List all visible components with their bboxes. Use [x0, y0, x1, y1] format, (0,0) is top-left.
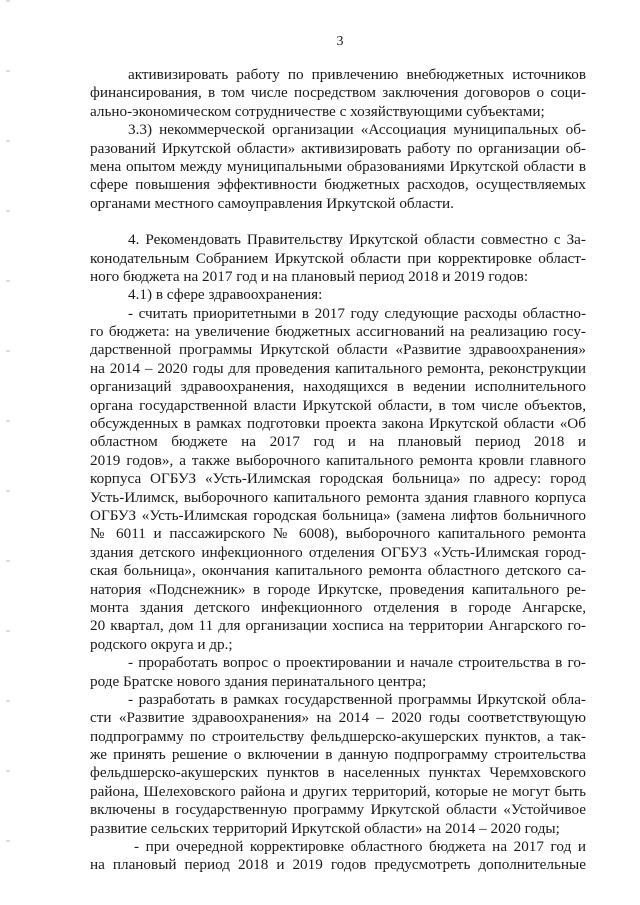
text-line: го бюджета: на увеличение бюджетных ассигнований на реализацию госу-	[90, 323, 586, 341]
text-line: натория «Подснежник» в городе Иркутске, проведения капитального ре-	[90, 580, 586, 598]
paragraph	[90, 66, 586, 121]
text-line: 20 квартал, дом 11 для организации хосписа на территории Ангарского го-	[90, 617, 586, 635]
paragraph	[90, 121, 586, 213]
text-line: мена опытом между муниципальными образованиями Иркутской области в	[90, 157, 586, 175]
paragraph	[90, 286, 586, 304]
text-line: района, Шелеховского района и других территорий, которые не могут быть	[90, 782, 586, 800]
text-line: развитие сельских территорий Иркутской области» на 2014 – 2020 годы;	[90, 819, 560, 837]
text-line: на 2014 – 2020 годы для проведения капитального ремонта, реконструкции	[90, 359, 586, 377]
paragraph	[90, 654, 586, 691]
text-line: ного бюджета на 2017 год и на плановый период 2018 и 2019 годов:	[90, 267, 529, 285]
paragraph	[90, 231, 586, 286]
text-line: же принять решение о включении в данную подпрограмму строительства	[90, 746, 586, 764]
text-line: ОГБУЗ «Усть-Илимская городская больница» (замена лифтов больничного	[90, 506, 586, 524]
text-line: - при очередной корректировке областного бюджета на 2017 год и	[134, 838, 586, 856]
text-line: № 6011 и пассажирского № 6008), выборочного капитального ремонта	[90, 525, 586, 543]
text-line: Усть-Илимск, выборочного капитального ремонта здания главного корпуса	[90, 488, 586, 506]
text-line: подпрограмму по строительству фельдшерско-акушерских пунктов, а так-	[90, 727, 586, 745]
text-line: организаций здравоохранения, находящихся в ведении исполнительного	[90, 378, 586, 396]
text-line: ально-экономическом сотрудничестве с хозяйствующими субъектами;	[90, 102, 545, 120]
text-line: активизировать работу по привлечению внебюджетных источников	[128, 66, 586, 83]
text-line: - считать приоритетными в 2017 году следующие расходы областно-	[128, 304, 586, 322]
text-line: - разработать в рамках государственной программы Иркутской обла-	[128, 690, 586, 708]
text-line: органами местного самоуправления Иркутской области.	[90, 194, 454, 212]
text-line: родского округа и др.;	[90, 635, 233, 653]
text-line: областном бюджете на 2017 год и на плановый период 2018 и	[90, 433, 586, 451]
text-line: на плановый период 2018 и 2019 годов предусмотреть дополнительные	[90, 856, 586, 874]
paragraph	[90, 691, 586, 838]
paragraph	[90, 305, 586, 654]
text-line: включены в государственную программу Иркутской области «Устойчивое	[90, 801, 586, 819]
document-body	[90, 66, 586, 875]
text-line: разований Иркутской области» активизировать работу по организации об-	[90, 139, 586, 157]
text-line: монта здания детского инфекционного отделения в городе Ангарске,	[90, 598, 586, 616]
text-line: обсужденных в рамках подготовки проекта закона Иркутской области «Об	[90, 415, 586, 433]
paragraph	[90, 838, 586, 875]
text-line: 4. Рекомендовать Правительству Иркутской области совместно с За-	[128, 231, 586, 249]
text-line: корпуса ОГБУЗ «Усть-Илимская городская больница» по адресу: город	[90, 470, 586, 488]
text-line: конодательным Собранием Иркутской области при корректировке област-	[90, 249, 586, 267]
text-line: фельдшерско-акушерских пунктов в населенных пунктах Черемховского	[90, 764, 586, 782]
text-line: 3.3) некоммерческой организации «Ассоциация муниципальных об-	[128, 121, 586, 139]
text-line: сти «Развитие здравоохранения» на 2014 – 2020 годы соответствующую	[90, 709, 586, 727]
text-line: - проработать вопрос о проектировании и начале строительства в го-	[128, 654, 586, 672]
text-line: 2019 годов», а также выборочного капитального ремонта кровли главного	[90, 451, 586, 469]
scan-margin-marks	[6, 0, 10, 905]
text-line: сфере повышения эффективности бюджетных расходов, осуществляемых	[90, 176, 586, 194]
text-line: роде Братске нового здания перинатального центра;	[90, 672, 427, 690]
text-line: ская больница», окончания капитального ремонта областного детского са-	[90, 562, 586, 580]
text-line: органа государственной власти Иркутской области, в том числе объектов,	[90, 396, 586, 414]
text-line: дарственной программы Иркутской области «Развитие здравоохранения»	[90, 341, 586, 359]
text-line: 4.1) в сфере здравоохранения:	[128, 286, 323, 304]
text-line: здания детского инфекционного отделения ОГБУЗ «Усть-Илимская город-	[90, 543, 586, 561]
page-number: 3	[336, 34, 344, 49]
text-line: финансирования, в том числе посредством заключения договоров о соци-	[90, 84, 586, 102]
